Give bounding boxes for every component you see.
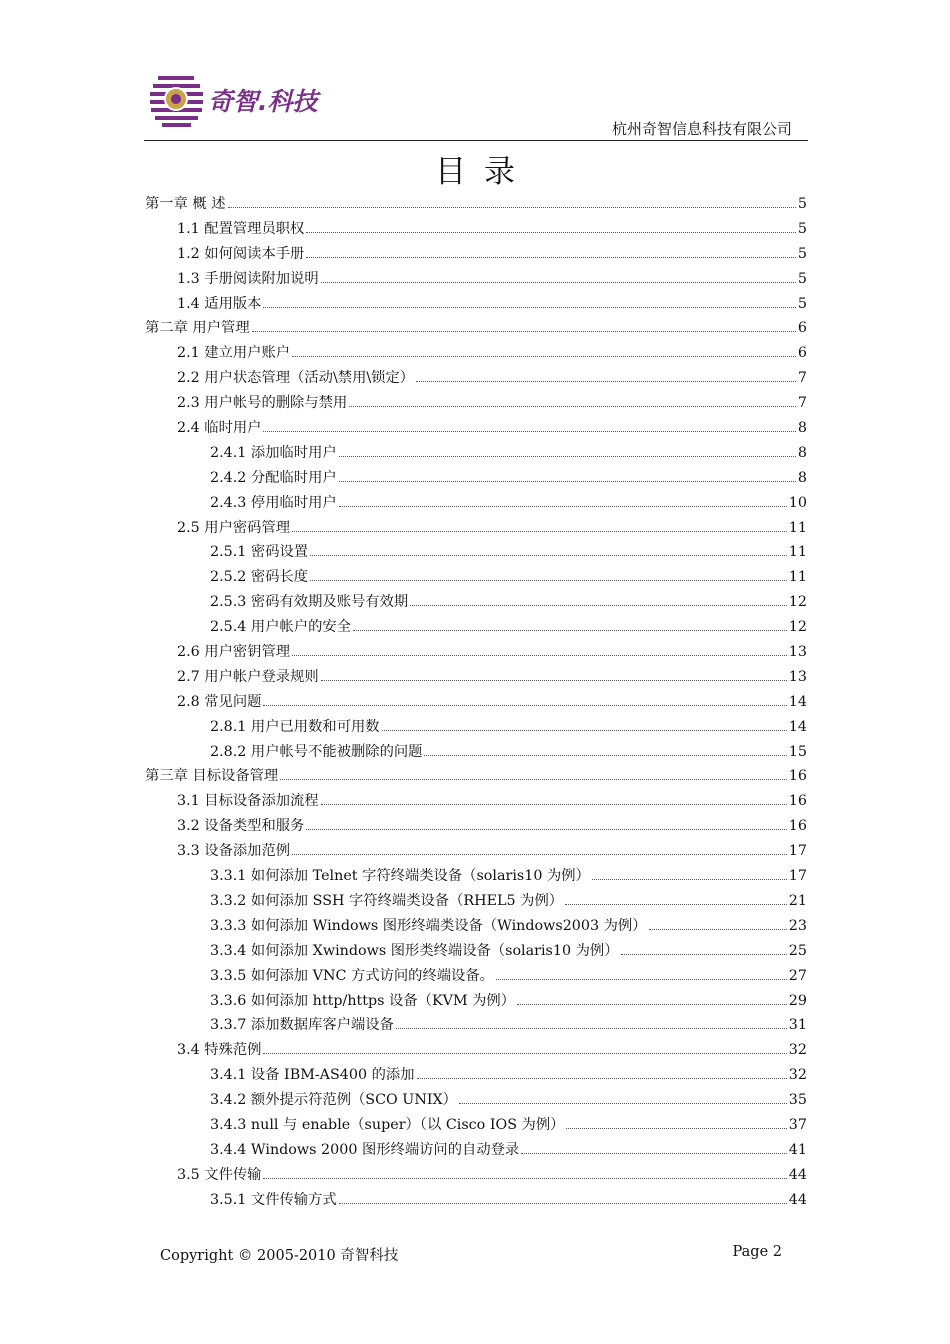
- toc-entry-title: 3.3.3 如何添加 Windows 图形终端类设备（Windows2003 为例）: [210, 917, 647, 934]
- toc-dot-leader: [410, 605, 787, 606]
- toc-entry-title: 3.5.1 文件传输方式: [210, 1191, 337, 1208]
- toc-dot-leader: [621, 954, 787, 955]
- toc-entry-page: 10: [788, 494, 807, 511]
- toc-dot-leader: [353, 630, 787, 631]
- toc-entry[interactable]: [145, 1088, 807, 1113]
- toc-entry-page: 11: [788, 569, 807, 586]
- toc-entry[interactable]: [145, 491, 807, 516]
- company-name: 杭州奇智信息科技有限公司: [611, 120, 792, 138]
- toc-dot-leader: [292, 854, 787, 855]
- toc-dot-leader: [339, 1203, 787, 1204]
- toc-entry-page: 5: [797, 295, 807, 312]
- toc-entry-page: 29: [788, 992, 807, 1009]
- toc-entry-page: 6: [797, 345, 807, 362]
- toc-entry[interactable]: [145, 690, 807, 715]
- toc-entry[interactable]: [145, 740, 807, 765]
- toc-dot-leader: [292, 531, 787, 532]
- toc-entry-page: 12: [788, 619, 807, 636]
- toc-entry-page: 17: [788, 868, 807, 885]
- toc-dot-leader: [565, 904, 787, 905]
- toc-entry[interactable]: [145, 939, 807, 964]
- toc-entry-title: 1.3 手册阅读附加说明: [177, 270, 319, 287]
- toc-entry-title: 3.3.2 如何添加 SSH 字符终端类设备（RHEL5 为例）: [210, 892, 564, 909]
- toc-entry-title: 第三章 目标设备管理: [145, 768, 279, 785]
- toc-entry-title: 3.3.7 添加数据库客户端设备: [210, 1017, 394, 1034]
- toc-dot-leader: [649, 929, 787, 930]
- toc-dot-leader: [310, 580, 787, 581]
- toc-entry-title: 3.4 特殊范例: [177, 1042, 262, 1059]
- toc-entry-page: 41: [788, 1141, 807, 1158]
- toc-entry-page: 14: [788, 693, 807, 710]
- toc-dot-leader: [339, 506, 787, 507]
- toc-entry-page: 16: [788, 768, 807, 785]
- toc-dot-leader: [263, 1178, 786, 1179]
- toc-entry[interactable]: [145, 615, 807, 640]
- toc-entry-title: 3.3.6 如何添加 http/https 设备（KVM 为例）: [210, 992, 516, 1009]
- toc-entry-page: 5: [797, 220, 807, 237]
- toc-entry-title: 3.5 文件传输: [177, 1166, 262, 1183]
- toc-entry-title: 3.4.3 null 与 enable（super）（以 Cisco IOS 为例）: [210, 1116, 565, 1133]
- toc-entry-title: 3.3.4 如何添加 Xwindows 图形类终端设备（solaris10 为例）: [210, 942, 619, 959]
- toc-entry-page: 8: [797, 420, 807, 437]
- company-logo: [148, 70, 338, 132]
- toc-entry-title: 2.5 用户密码管理: [177, 519, 291, 536]
- toc-entry[interactable]: [145, 1163, 807, 1188]
- toc-entry-page: 21: [788, 892, 807, 909]
- toc-entry-title: 2.8.1 用户已用数和可用数: [210, 718, 380, 735]
- toc-entry[interactable]: [145, 267, 807, 292]
- toc-entry-page: 16: [788, 818, 807, 835]
- toc-entry-page: 7: [797, 395, 807, 412]
- toc-entry[interactable]: [145, 1138, 807, 1163]
- footer-page-number: Page 2: [732, 1244, 782, 1260]
- toc-entry[interactable]: [145, 989, 807, 1014]
- toc-entry[interactable]: [145, 864, 807, 889]
- toc-dot-leader: [292, 655, 787, 656]
- toc-dot-leader: [280, 779, 787, 780]
- toc-entry[interactable]: [145, 516, 807, 541]
- toc-entry-page: 11: [788, 544, 807, 561]
- toc-dot-leader: [321, 680, 787, 681]
- toc-entry-title: 1.1 配置管理员职权: [177, 220, 305, 237]
- toc-entry-title: 1.2 如何阅读本手册: [177, 245, 305, 262]
- toc-entry-page: 8: [797, 469, 807, 486]
- toc-dot-leader: [310, 555, 787, 556]
- toc-entry[interactable]: [145, 1038, 807, 1063]
- toc-entry[interactable]: [145, 217, 807, 242]
- toc-entry[interactable]: [145, 889, 807, 914]
- toc-entry-title: 2.5.3 密码有效期及账号有效期: [210, 594, 409, 611]
- toc-entry-title: 2.6 用户密钥管理: [177, 644, 291, 661]
- toc-entry-title: 3.2 设备类型和服务: [177, 818, 305, 835]
- toc-entry[interactable]: [145, 1063, 807, 1088]
- toc-dot-leader: [396, 1028, 787, 1029]
- toc-entry-title: 2.3 用户帐号的删除与禁用: [177, 395, 348, 412]
- toc-dot-leader: [416, 381, 796, 382]
- toc-entry[interactable]: [145, 316, 807, 341]
- toc-entry-title: 2.8 常见问题: [177, 693, 262, 710]
- toc-entry[interactable]: [145, 441, 807, 466]
- toc-entry[interactable]: [145, 665, 807, 690]
- toc-entry-page: 5: [797, 245, 807, 262]
- toc-dot-leader: [263, 1053, 786, 1054]
- toc-entry-title: 2.5.2 密码长度: [210, 569, 309, 586]
- toc-dot-leader: [517, 1004, 787, 1005]
- toc-entry[interactable]: [145, 789, 807, 814]
- toc-entry-title: 2.2 用户状态管理（活动\禁用\锁定）: [177, 370, 415, 387]
- logo-wordmark: 奇智.科技: [208, 87, 318, 116]
- toc-dot-leader: [521, 1153, 787, 1154]
- toc-entry[interactable]: [145, 341, 807, 366]
- toc-entry[interactable]: [145, 640, 807, 665]
- toc-entry-page: 32: [788, 1042, 807, 1059]
- toc-entry[interactable]: [145, 242, 807, 267]
- footer-copyright: Copyright © 2005-2010 奇智科技: [160, 1248, 399, 1264]
- toc-entry-page: 31: [788, 1017, 807, 1034]
- toc-entry[interactable]: [145, 964, 807, 989]
- toc-entry[interactable]: [145, 565, 807, 590]
- toc-entry[interactable]: [145, 764, 807, 789]
- toc-entry[interactable]: [145, 1013, 807, 1038]
- toc-entry-title: 3.4.1 设备 IBM-AS400 的添加: [210, 1067, 415, 1084]
- toc-entry-title: 3.4.2 额外提示符范例（SCO UNIX）: [210, 1092, 457, 1109]
- table-of-contents: [145, 192, 807, 1213]
- toc-dot-leader: [566, 1128, 786, 1129]
- toc-dot-leader: [339, 456, 796, 457]
- toc-entry-page: 11: [788, 519, 807, 536]
- toc-entry[interactable]: [145, 292, 807, 317]
- toc-dot-leader: [306, 829, 786, 830]
- toc-entry-title: 3.3.5 如何添加 VNC 方式访问的终端设备。: [210, 967, 494, 984]
- toc-dot-leader: [228, 207, 796, 208]
- toc-entry-title: 3.1 目标设备添加流程: [177, 793, 319, 810]
- toc-entry-page: 6: [797, 320, 807, 337]
- toc-entry-page: 23: [788, 917, 807, 934]
- toc-dot-leader: [339, 481, 796, 482]
- toc-entry-title: 2.5.1 密码设置: [210, 544, 309, 561]
- toc-title: 目录: [435, 154, 533, 190]
- toc-dot-leader: [306, 232, 796, 233]
- toc-entry-title: 3.3.1 如何添加 Telnet 字符终端类设备（solaris10 为例）: [210, 868, 590, 885]
- toc-entry-page: 16: [788, 793, 807, 810]
- toc-entry[interactable]: [145, 466, 807, 491]
- toc-entry-title: 2.4.1 添加临时用户: [210, 444, 337, 461]
- toc-dot-leader: [321, 282, 796, 283]
- toc-dot-leader: [252, 331, 796, 332]
- toc-entry-page: 14: [788, 718, 807, 735]
- toc-entry[interactable]: [145, 192, 807, 217]
- toc-entry-page: 37: [788, 1116, 807, 1133]
- toc-entry-page: 12: [788, 594, 807, 611]
- toc-entry-title: 2.4.3 停用临时用户: [210, 494, 337, 511]
- toc-dot-leader: [292, 356, 796, 357]
- logo-globe-icon: [148, 70, 206, 130]
- toc-entry[interactable]: [145, 540, 807, 565]
- toc-entry[interactable]: [145, 366, 807, 391]
- toc-entry-title: 3.4.4 Windows 2000 图形终端访问的自动登录: [210, 1141, 520, 1158]
- toc-dot-leader: [382, 730, 787, 731]
- toc-entry-page: 13: [788, 644, 807, 661]
- toc-dot-leader: [263, 705, 786, 706]
- toc-entry-page: 7: [797, 370, 807, 387]
- toc-entry-title: 2.4.2 分配临时用户: [210, 469, 337, 486]
- toc-dot-leader: [592, 879, 787, 880]
- toc-entry[interactable]: [145, 590, 807, 615]
- toc-entry-title: 1.4 适用版本: [177, 295, 262, 312]
- toc-entry-page: 25: [788, 942, 807, 959]
- toc-dot-leader: [306, 257, 796, 258]
- toc-dot-leader: [496, 979, 787, 980]
- toc-dot-leader: [424, 755, 786, 756]
- toc-entry-title: 2.4 临时用户: [177, 420, 262, 437]
- toc-dot-leader: [321, 804, 787, 805]
- toc-entry[interactable]: [145, 416, 807, 441]
- toc-entry[interactable]: [145, 1113, 807, 1138]
- toc-entry-page: 44: [788, 1191, 807, 1208]
- toc-entry-page: 8: [797, 444, 807, 461]
- toc-entry[interactable]: [145, 715, 807, 740]
- toc-entry-page: 17: [788, 843, 807, 860]
- toc-entry-title: 2.5.4 用户帐户的安全: [210, 619, 351, 636]
- toc-entry-title: 第一章 概 述: [145, 196, 226, 212]
- toc-dot-leader: [263, 431, 795, 432]
- toc-entry[interactable]: [145, 839, 807, 864]
- toc-entry-page: 5: [797, 270, 807, 287]
- toc-dot-leader: [417, 1078, 787, 1079]
- toc-entry[interactable]: [145, 391, 807, 416]
- toc-entry-title: 第二章 用户管理: [145, 320, 250, 337]
- toc-entry-page: 27: [788, 967, 807, 984]
- toc-entry[interactable]: [145, 1188, 807, 1213]
- toc-dot-leader: [459, 1103, 787, 1104]
- toc-entry-page: 32: [788, 1067, 807, 1084]
- toc-dot-leader: [263, 307, 795, 308]
- toc-entry-page: 35: [788, 1092, 807, 1109]
- toc-entry-page: 5: [797, 196, 807, 212]
- toc-entry-title: 2.8.2 用户帐号不能被删除的问题: [210, 743, 423, 760]
- header-divider: [144, 140, 808, 141]
- toc-entry-page: 44: [788, 1166, 807, 1183]
- toc-dot-leader: [349, 406, 796, 407]
- toc-entry-page: 13: [788, 668, 807, 685]
- toc-entry-title: 3.3 设备添加范例: [177, 843, 291, 860]
- toc-entry[interactable]: [145, 814, 807, 839]
- toc-entry-title: 2.7 用户帐户登录规则: [177, 668, 319, 685]
- toc-entry-title: 2.1 建立用户账户: [177, 345, 291, 362]
- toc-entry[interactable]: [145, 914, 807, 939]
- toc-entry-page: 15: [788, 743, 807, 760]
